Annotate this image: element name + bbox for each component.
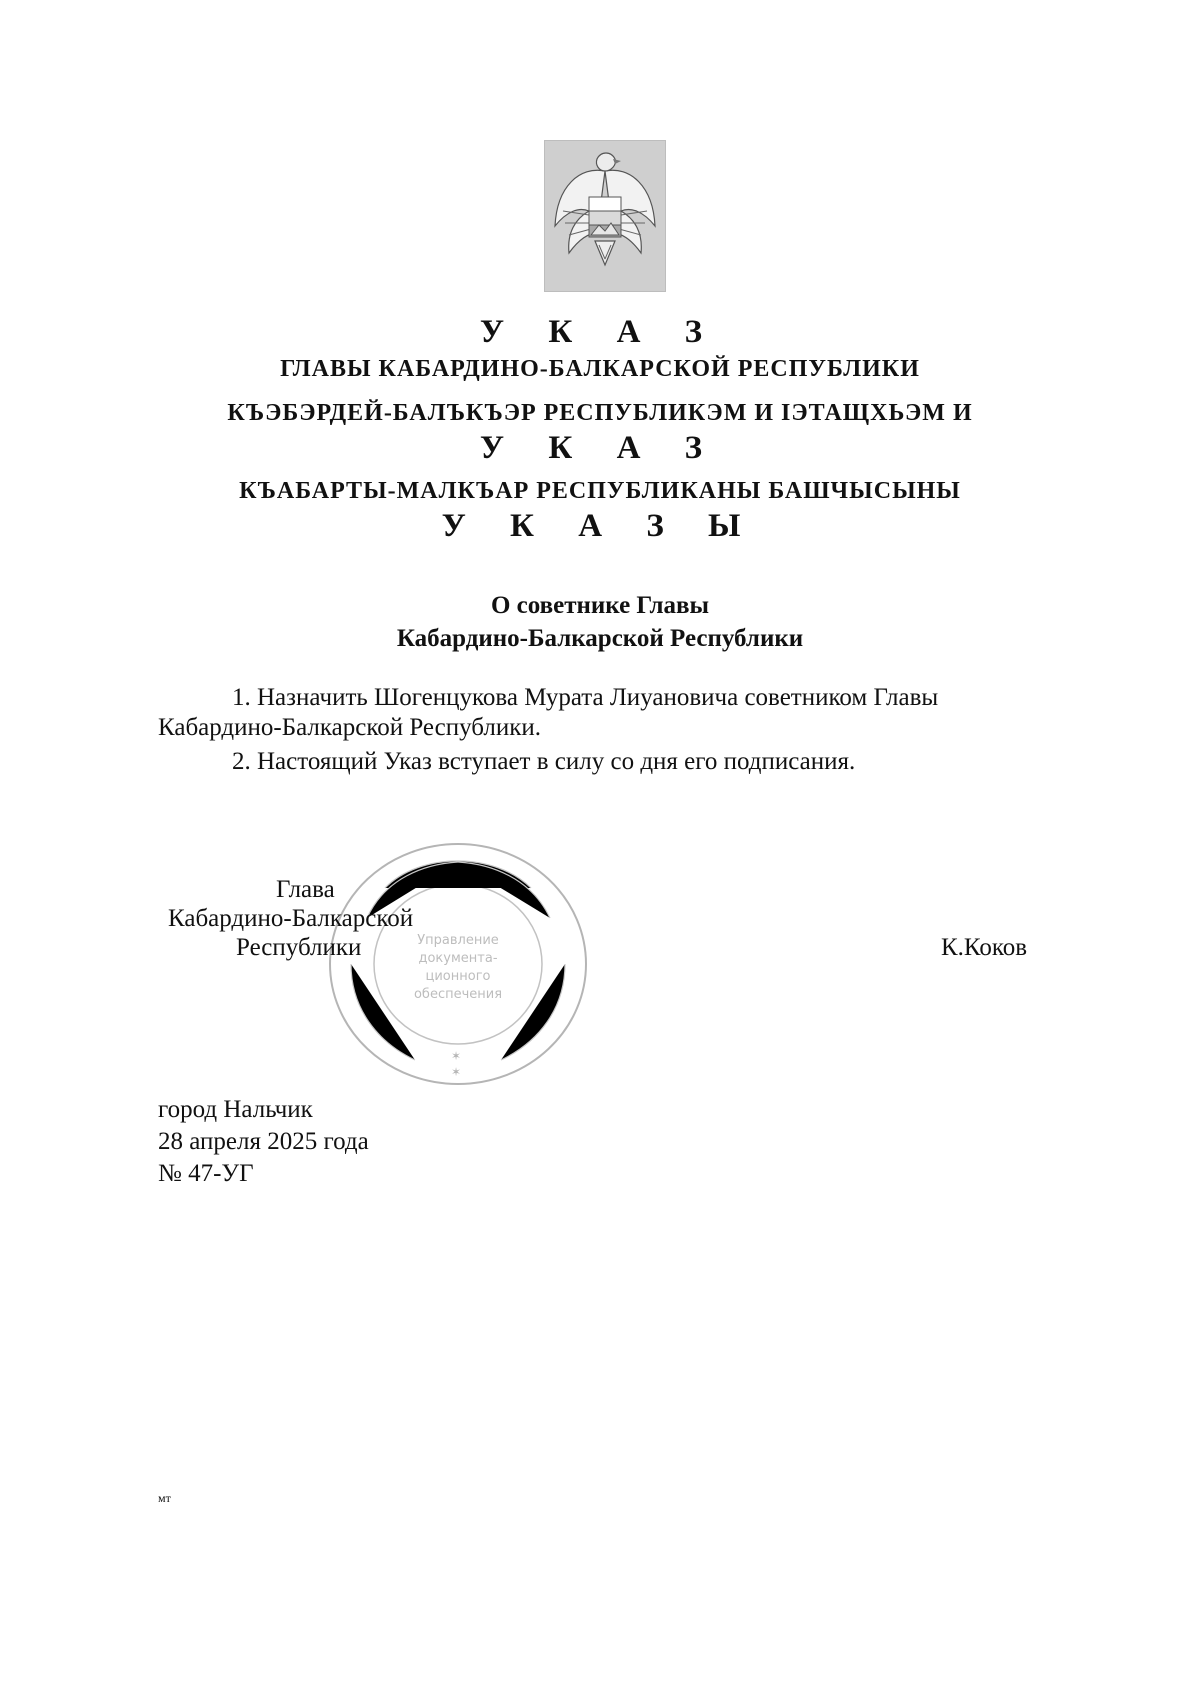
stamp-center-line-4: обеспечения <box>413 987 503 1002</box>
document-number: № 47-УГ <box>158 1160 254 1187</box>
signatory-name: К.Коков <box>941 934 1028 961</box>
signature-position-line-3: Республики <box>236 934 362 961</box>
ukaz-heading-krc: У К А З Ы <box>441 508 759 544</box>
header-line-ru: ГЛАВЫ КАБАРДИНО-БАЛКАРСКОЙ РЕСПУБЛИКИ <box>280 356 920 382</box>
executor-initials: мт <box>158 1491 171 1505</box>
body-item-1-line-2: Кабардино-Балкарской Республики. <box>158 714 542 741</box>
document-title-line-1: О советнике Главы <box>490 592 710 619</box>
city: город Нальчик <box>158 1096 313 1123</box>
signature-position-line-1: Глава <box>276 876 335 903</box>
body-item-1-line-1: 1. Назначить Шогенцукова Мурата Лиуановича советником Главы <box>232 684 939 711</box>
body-item-2: 2. Настоящий Указ вступает в силу со дня его подписания. <box>232 748 856 775</box>
ukaz-heading-kbd: У К А З <box>479 430 721 466</box>
stamp-star-icon: ✶ <box>451 1065 462 1079</box>
header-line-kbd: КЪЭБЭРДЕЙ-БАЛЪКЪЭР РЕСПУБЛИКЭМ И IЭТАЩХЬЭМ И <box>227 400 973 426</box>
stamp-center-line-3: ционного <box>425 969 491 984</box>
document-title-line-2: Кабардино-Балкарской Республики <box>396 625 804 652</box>
stamp-center-line-1: Управление <box>417 933 499 948</box>
stamp-center-line-2: документа- <box>418 951 498 966</box>
stamp-star-icon: ✶ <box>451 1049 462 1063</box>
header-line-krc: КЪАБАРТЫ-МАЛКЪАР РЕСПУБЛИКАНЫ БАШЧЫСЫНЫ <box>239 478 961 504</box>
official-stamp <box>325 838 591 1090</box>
ukaz-heading-ru: У К А З <box>479 314 721 350</box>
coat-of-arms-emblem <box>544 140 666 292</box>
document-date: 28 апреля 2025 года <box>158 1128 369 1155</box>
signature-position-line-2: Кабардино-Балкарской <box>168 905 414 932</box>
